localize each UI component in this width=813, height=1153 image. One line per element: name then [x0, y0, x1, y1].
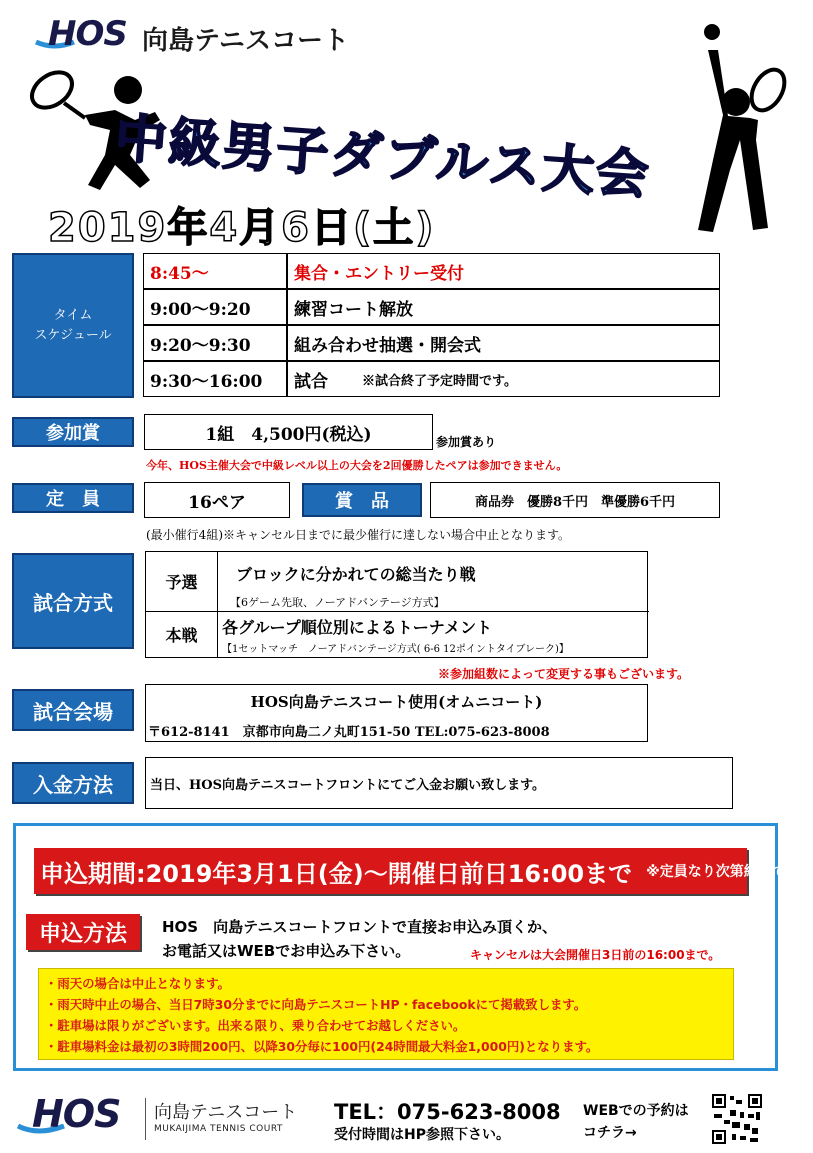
header-logo-text: HOS: [48, 14, 127, 54]
prelim-text: ブロックに分かれての総当たり戦: [236, 565, 476, 584]
capacity-value: 16ペア: [144, 482, 290, 518]
format-note: ※参加組数によって変更する事もございます。: [438, 667, 690, 681]
fee-label: 参加賞: [12, 417, 134, 447]
fee-warning: 今年、HOS主催大会で中級レベル以上の大会を2回優勝したペアは参加できません。: [146, 459, 568, 472]
final-sub: 【1セットマッチ ノーアドバンテージ方式( 6-6 12ポイントタイブレーク)】: [222, 644, 569, 655]
footer-tel: TEL：075-623-8008: [334, 1100, 561, 1124]
footer-web-line1: WEBでの予約は: [583, 1103, 689, 1119]
schedule-label: タイム スケジュール: [12, 253, 134, 398]
schedule-row: [143, 289, 720, 325]
event-title: 中級男子ダブルス大会: [112, 108, 653, 207]
prize-label: 賞 品: [302, 483, 422, 517]
schedule-row: [143, 325, 720, 361]
notice-item: ・駐車場料金は最初の3時間200円、以降30分毎に100円(24時間最大料金1,000円)となります。: [45, 1039, 599, 1054]
schedule-time: 9:20～9:30: [143, 325, 287, 361]
application-period: [34, 848, 813, 894]
application-period-text: 申込期間:2019年3月1日(金)～開催日前日16:00まで: [40, 859, 633, 888]
schedule-row: [143, 361, 720, 397]
footer-logo: [18, 1092, 138, 1142]
schedule-time: 8:45～: [143, 253, 287, 289]
tennis-player-right-icon: [668, 20, 788, 250]
prelim-label: 予選: [165, 573, 198, 592]
event-date: 2019年4月6日(土): [48, 205, 436, 251]
payment-label: 入金方法: [12, 762, 134, 804]
footer-venue-en: MUKAIJIMA TENNIS COURT: [154, 1124, 283, 1134]
schedule-time: 9:00～9:20: [143, 289, 287, 325]
format-table: [145, 551, 648, 658]
notice-item: ・雨天の場合は中止となります。: [45, 976, 230, 991]
schedule-time: 9:30～16:00: [143, 361, 287, 397]
venue-name: HOS向島テニスコート使用(オムニコート): [250, 693, 543, 711]
format-label: 試合方式: [12, 553, 134, 649]
final-label: 本戦: [165, 625, 198, 645]
application-period-note: ※定員なり次第終了です。: [646, 864, 813, 880]
schedule-row: [143, 253, 720, 289]
header-logo: [34, 12, 144, 56]
schedule-text: [287, 361, 720, 397]
footer-venue-name: 向島テニスコート: [154, 1102, 298, 1123]
fee-side-note: 参加賞あり: [436, 435, 497, 449]
final-text: 各グループ順位別によるトーナメント: [222, 618, 493, 637]
application-cancel: キャンセルは大会開催日3日前の16:00まで。: [470, 948, 721, 962]
schedule-text: 集合・エントリー受付: [287, 253, 720, 289]
qr-code-icon[interactable]: [712, 1094, 762, 1144]
venue-box: [145, 684, 648, 742]
schedule-text-label: 試合: [294, 371, 328, 392]
schedule-text: 練習コート解放: [287, 289, 720, 325]
notice-item: ・雨天時中止の場合、当日7時30分までに向島テニスコートHP・facebookにて掲載致します。: [45, 997, 587, 1012]
schedule-text: 組み合わせ抽選・開会式: [287, 325, 720, 361]
footer-logo-text: HOS: [32, 1092, 121, 1136]
application-method-label: 申込方法: [26, 914, 140, 950]
prelim-sub: 【6ゲーム先取、ノーアドバンテージ方式】: [230, 596, 445, 609]
capacity-label: 定 員: [12, 483, 134, 513]
notice-item: ・駐車場は限りがございます。出来る限り、乗り合わせてお越しください。: [45, 1018, 466, 1033]
header-venue-name: 向島テニスコート: [142, 26, 349, 56]
footer-web-line2: コチラ→: [583, 1125, 637, 1141]
venue-address: 〒612-8141 京都市向島二ノ丸町151-50 TEL:075-623-8008: [148, 725, 550, 740]
notice-box: [38, 968, 734, 1060]
payment-text: 当日、HOS向島テニスコートフロントにてご入金お願い致します。: [145, 757, 733, 809]
fee-value: 1組 4,500円(税込): [144, 414, 433, 450]
venue-label: 試合会場: [12, 689, 134, 731]
footer-hours: 受付時間はHP参照下さい。: [334, 1127, 510, 1143]
schedule-note: ※試合終了予定時間です。: [362, 373, 517, 389]
application-method-line2: お電話又はWEBでお申込み下さい。: [162, 942, 411, 960]
capacity-note: (最小催行4組)※キャンセル日までに最少催行に達しない場合中止となります。: [146, 528, 571, 542]
prize-value: 商品券 優勝8千円 準優勝6千円: [430, 482, 720, 518]
application-method-line1: HOS 向島テニスコートフロントで直接お申込み頂くか、: [162, 918, 558, 936]
